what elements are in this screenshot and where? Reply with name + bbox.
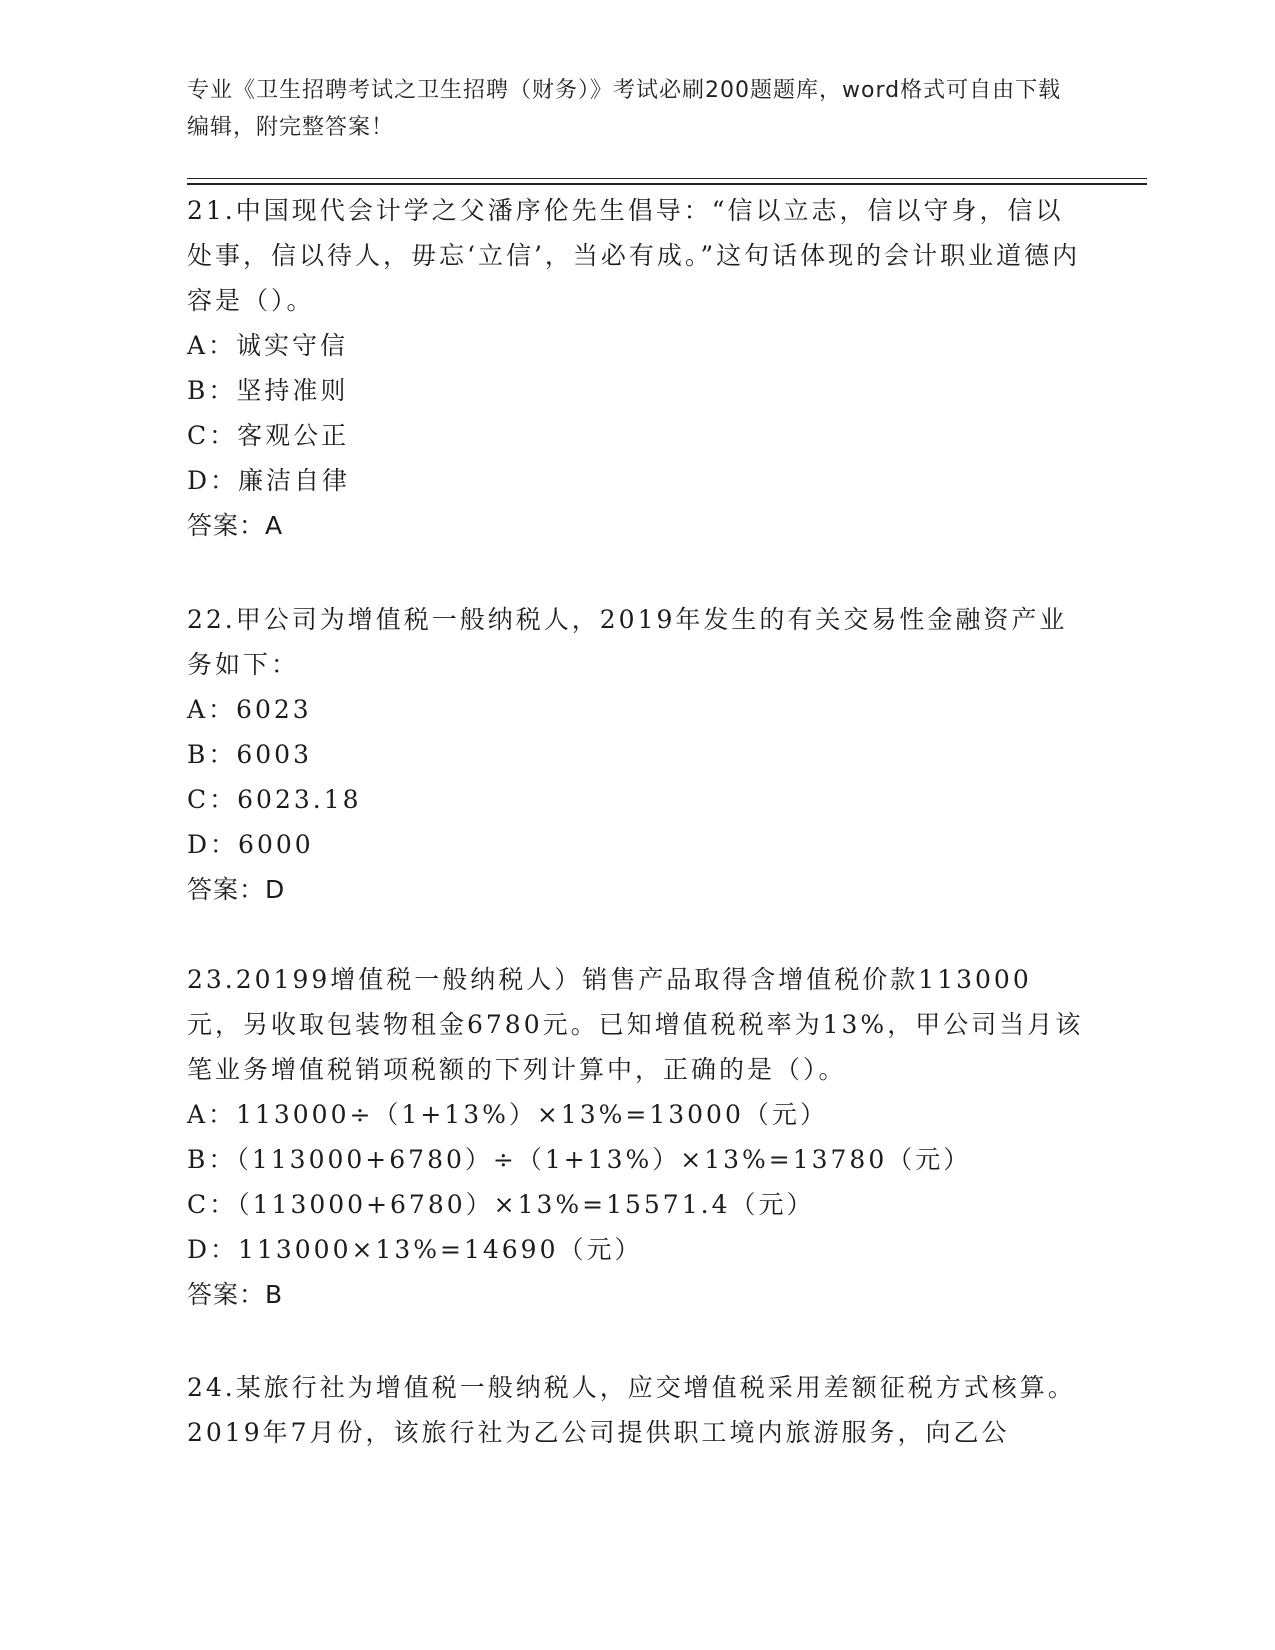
header-divider-thin: [187, 178, 1147, 179]
option-b: B：6003: [187, 740, 312, 769]
question-23: [187, 957, 1087, 1317]
document-header: 专业《卫生招聘考试之卫生招聘（财务）》考试必刷200题题库，word格式可自由下载编辑，附完整答案！: [187, 78, 1062, 140]
option-b: B：（113000+6780）÷（1+13%）×13%=13780（元）: [187, 1145, 972, 1174]
answer: 答案：D: [187, 875, 286, 904]
answer: 答案：A: [187, 511, 284, 540]
option-d: D：廉洁自律: [187, 466, 351, 495]
option-a: A：诚实守信: [187, 331, 349, 360]
option-c: C：（113000+6780）×13%=15571.4（元）: [187, 1190, 815, 1219]
question-stem: 22.甲公司为增值税一般纳税人，2019年发生的有关交易性金融资产业务如下：: [187, 605, 1068, 679]
option-c: C：6023.18: [187, 785, 362, 814]
question-24: [187, 1365, 1087, 1455]
option-b: B：坚持准则: [187, 376, 349, 405]
question-21: [187, 188, 1087, 548]
option-d: D：6000: [187, 830, 314, 859]
option-a: A：6023: [187, 695, 312, 724]
question-stem: 21.中国现代会计学之父潘序伦先生倡导：“信以立志，信以守身，信以处事，信以待人，毋忘‘立信’，当必有成。”这句话体现的会计职业道德内容是（）。: [187, 196, 1081, 315]
header-divider-thick: [187, 183, 1147, 185]
question-stem: 23.20199增值税一般纳税人）销售产品取得含增值税价款113000元，另收取包装物租金6780元。已知增值税税率为13%，甲公司当月该笔业务增值税销项税额的下列计算中，正确的是（）。: [187, 965, 1084, 1084]
answer: 答案：B: [187, 1280, 284, 1309]
option-a: A：113000÷（1+13%）×13%=13000（元）: [187, 1100, 828, 1129]
option-d: D：113000×13%=14690（元）: [187, 1235, 643, 1264]
option-c: C：客观公正: [187, 421, 350, 450]
question-stem: 24.某旅行社为增值税一般纳税人，应交增值税采用差额征税方式核算。2019年7月份，该旅行社为乙公司提供职工境内旅游服务，向乙公: [187, 1373, 1076, 1447]
question-22: [187, 597, 1087, 912]
